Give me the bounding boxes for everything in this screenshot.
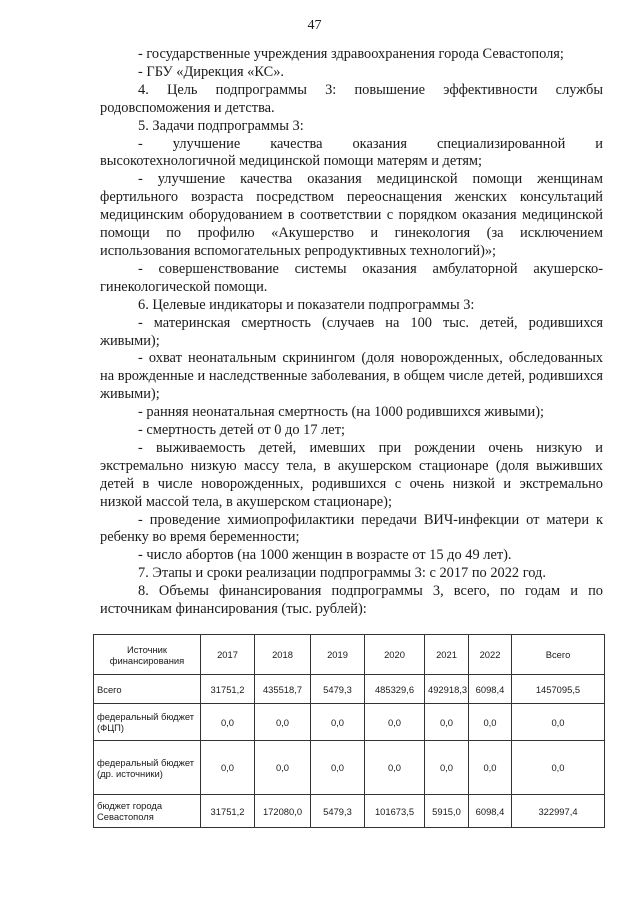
paragraph: - число абортов (на 1000 женщин в возрасте от 15 до 49 лет). [138, 547, 512, 564]
cell: 0,0 [311, 741, 365, 795]
paragraph: 4. Цель подпрограммы 3: повышение эффективности службы родовспоможения и детства. [100, 81, 603, 116]
cell: 0,0 [512, 741, 605, 795]
row-source: федеральный бюджет (ФЦП) [94, 704, 201, 741]
paragraph: - улучшение качества оказания специализированной и высокотехнологичной медицинской помощи матерям и детям; [100, 135, 603, 170]
cell: 485329,6 [365, 675, 425, 704]
cell: 5479,3 [311, 675, 365, 704]
paragraph: - смертность детей от 0 до 17 лет; [138, 422, 345, 439]
paragraph: 7. Этапы и сроки реализации подпрограммы 3: с 2017 по 2022 год. [138, 565, 546, 582]
table-row [94, 675, 605, 704]
table-header-row [94, 635, 605, 675]
header-year: 2019 [311, 635, 365, 675]
cell: 492918,3 [425, 675, 469, 704]
cell: 0,0 [311, 704, 365, 741]
header-year: 2022 [469, 635, 512, 675]
cell: 5479,3 [311, 795, 365, 828]
paragraph: - проведение химиопрофилактики передачи ВИЧ-инфекции от матери к ребенку во время беременности; [100, 511, 603, 546]
paragraph: - совершенствование системы оказания амбулаторной акушерско-гинекологической помощи. [100, 260, 603, 295]
cell: 0,0 [255, 704, 311, 741]
cell: 5915,0 [425, 795, 469, 828]
paragraph: - материнская смертность (случаев на 100 тыс. детей, родившихся живыми); [100, 314, 603, 349]
cell: 0,0 [365, 704, 425, 741]
row-source: Всего [94, 675, 201, 704]
cell: 6098,4 [469, 675, 512, 704]
page-number: 47 [307, 18, 322, 33]
paragraph: - улучшение качества оказания медицинской помощи женщинам фертильного возраста посредством переоснащения женских консультаций медицинским оборудованием в соответствии с порядком оказания медицинской помощи по профилю «Акушерство и гинекология (за исключением использования вспомогательных репродуктивных технологий)»; [100, 171, 603, 259]
cell: 0,0 [365, 741, 425, 795]
header-year: 2018 [255, 635, 311, 675]
cell: 172080,0 [255, 795, 311, 828]
cell: 31751,2 [201, 675, 255, 704]
table-row [94, 704, 605, 741]
cell: 0,0 [201, 741, 255, 795]
cell: 0,0 [255, 741, 311, 795]
paragraph: - выживаемость детей, имевших при рождении очень низкую и экстремально низкую массу тела, в акушерском стационаре (доля выживших детей в числе новорожденных, родившихся с очень низкой и экстремально низкой массой тела, в акушерском стационаре); [100, 439, 603, 510]
cell: 0,0 [425, 741, 469, 795]
cell: 322997,4 [512, 795, 605, 828]
header-total: Всего [512, 635, 605, 675]
paragraph: 8. Объемы финансирования подпрограммы 3, всего, по годам и по источникам финансирования (тыс. рублей): [100, 583, 603, 618]
cell: 0,0 [469, 741, 512, 795]
cell: 1457095,5 [512, 675, 605, 704]
table-row [94, 741, 605, 795]
document-body [100, 46, 603, 619]
table-row [94, 795, 605, 828]
cell: 101673,5 [365, 795, 425, 828]
row-source: федеральный бюджет (др. источники) [94, 741, 201, 795]
cell: 6098,4 [469, 795, 512, 828]
paragraph: - ранняя неонатальная смертность (на 1000 родившихся живыми); [138, 404, 545, 421]
financing-table [93, 634, 605, 828]
cell: 0,0 [469, 704, 512, 741]
cell: 0,0 [201, 704, 255, 741]
paragraph: - охват неонатальным скринингом (доля новорожденных, обследованных на врожденные и наследственные заболевания, в общем числе детей, родившихся живыми); [100, 350, 603, 403]
cell: 435518,7 [255, 675, 311, 704]
cell: 0,0 [512, 704, 605, 741]
header-year: 2017 [201, 635, 255, 675]
row-source: бюджет города Севастополя [94, 795, 201, 828]
header-year: 2021 [425, 635, 469, 675]
cell: 0,0 [425, 704, 469, 741]
paragraph: - ГБУ «Дирекция «КС». [138, 63, 284, 80]
paragraph: - государственные учреждения здравоохранения города Севастополя; [138, 46, 564, 62]
header-year: 2020 [365, 635, 425, 675]
header-source: Источник финансирования [94, 635, 201, 675]
cell: 31751,2 [201, 795, 255, 828]
paragraph: 5. Задачи подпрограммы 3: [138, 117, 304, 134]
paragraph: 6. Целевые индикаторы и показатели подпрограммы 3: [138, 296, 475, 313]
